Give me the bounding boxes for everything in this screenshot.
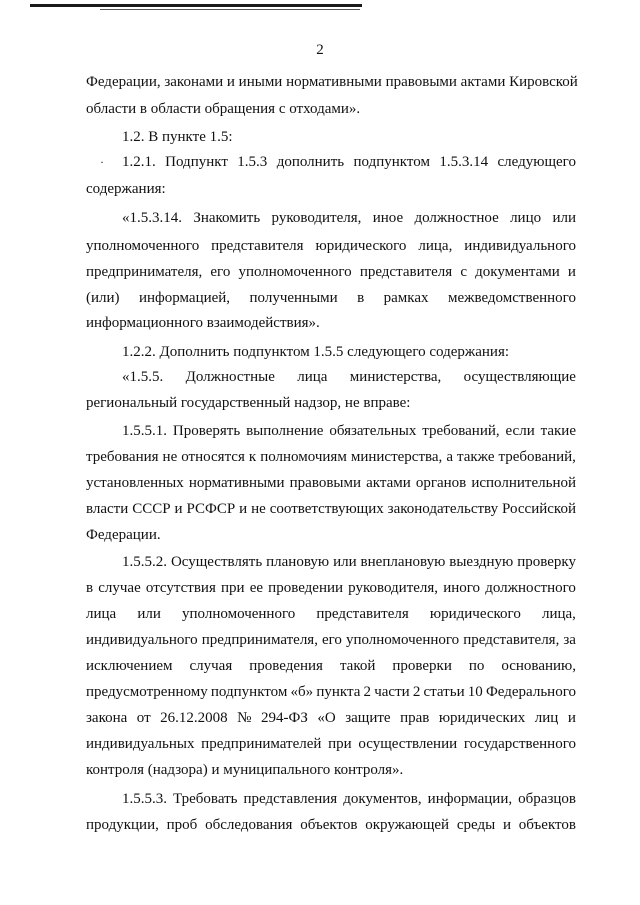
text-line: предусмотренному подпунктом «б» пункта 2 части 2 статьи 10 Федерального — [86, 684, 576, 700]
text-line: 1.5.5.1. Проверять выполнение обязательных требований, если такие — [122, 423, 576, 439]
text-line: содержания: — [86, 181, 166, 197]
bullet-mark: · — [100, 155, 104, 169]
text-line: продукции, проб обследования объектов окружающей среды и объектов — [86, 817, 576, 833]
text-line: лица или уполномоченного представителя юридического лица, — [86, 606, 576, 622]
text-line: «1.5.3.14. Знакомить руководителя, иное должностное лицо или — [122, 210, 576, 226]
text-line: 1.2.1. Подпункт 1.5.3 дополнить подпунктом 1.5.3.14 следующего — [122, 154, 576, 170]
text-line: информационного взаимодействия». — [86, 315, 320, 331]
scan-artifact-line-thin — [100, 9, 360, 10]
text-line: уполномоченного представителя юридического лица, индивидуального — [86, 238, 576, 254]
text-line: 1.2.2. Дополнить подпунктом 1.5.5 следующего содержания: — [122, 344, 510, 360]
text-line: закона от 26.12.2008 № 294-ФЗ «О защите прав юридических лиц и — [86, 710, 576, 726]
text-line: 1.2. В пункте 1.5: — [122, 129, 233, 145]
text-line: требования не относятся к полномочиям министерства, а также требований, — [86, 449, 576, 465]
text-line: (или) информацией, полученными в рамках межведомственного — [86, 290, 576, 306]
text-line: Федерации. — [86, 527, 161, 543]
text-line: предпринимателя, его уполномоченного представителя с документами и — [86, 264, 576, 280]
text-line: контроля (надзора) и муниципального контроля». — [86, 762, 404, 778]
text-line: власти СССР и РСФСР и не соответствующих законодательству Российской — [86, 501, 576, 517]
text-line: области в области обращения с отходами». — [86, 101, 361, 117]
text-line: установленных нормативными правовыми актами органов исполнительной — [86, 475, 576, 491]
text-line: 1.5.5.3. Требовать представления документов, информации, образцов — [122, 791, 576, 807]
text-line: «1.5.5. Должностные лица министерства, осуществляющие — [122, 369, 576, 385]
text-line: в случае отсутствия при ее проведении руководителя, иного должностного — [86, 580, 576, 596]
text-line: индивидуального предпринимателя, его уполномоченного представителя, за — [86, 632, 576, 648]
text-line: Федерации, законами и иными нормативными правовыми актами Кировской — [86, 74, 578, 90]
text-line: исключением случая проведения такой проверки по основанию, — [86, 658, 576, 674]
text-line: индивидуальных предпринимателей при осуществлении государственного — [86, 736, 576, 752]
text-line: региональный государственный надзор, не вправе: — [86, 395, 411, 411]
page-number: 2 — [316, 42, 324, 58]
text-line: 1.5.5.2. Осуществлять плановую или внеплановую выездную проверку — [122, 554, 576, 570]
scan-artifact-line — [30, 4, 362, 7]
